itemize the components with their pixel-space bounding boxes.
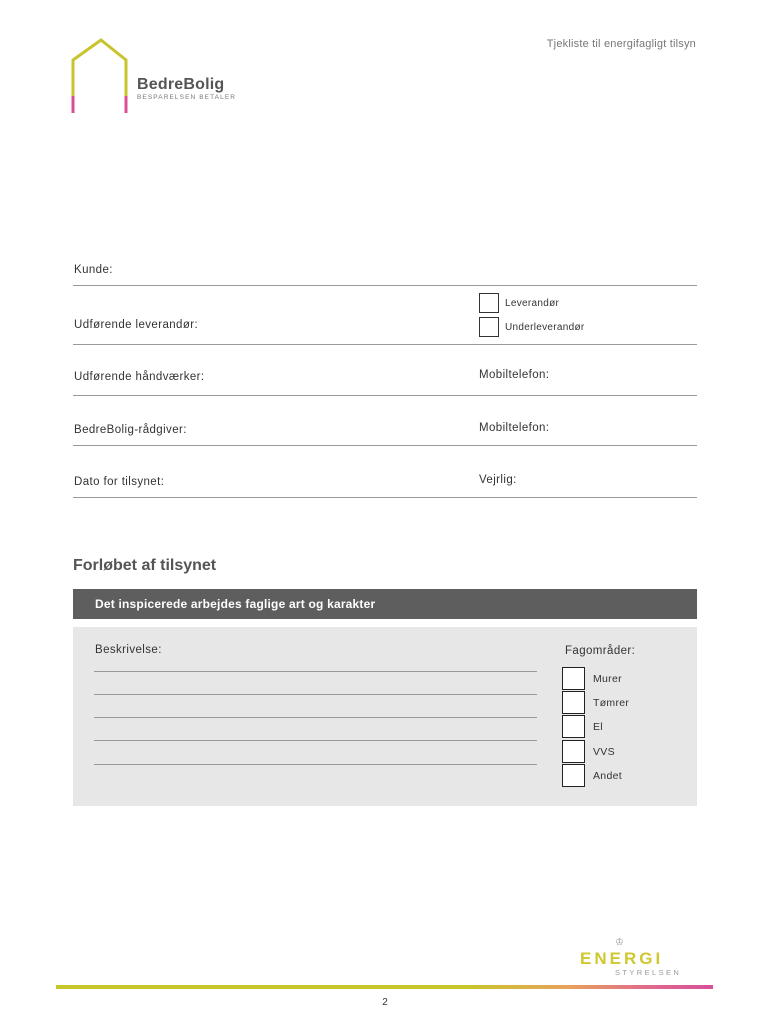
el-checkbox[interactable] bbox=[562, 715, 585, 738]
fagomraade-vvs[interactable] bbox=[562, 740, 615, 763]
underleverandor-checkbox[interactable] bbox=[479, 317, 499, 337]
row-udforende-leverandor[interactable] bbox=[73, 286, 697, 345]
section-bar-title: Det inspicerede arbejdes faglige art og karakter bbox=[95, 597, 376, 611]
udforende-leverandor-label: Udførende leverandør: bbox=[74, 319, 199, 331]
fagomraade-el[interactable] bbox=[562, 715, 603, 738]
beskrivelse-label: Beskrivelse: bbox=[95, 644, 162, 656]
vejrlig-label: Vejrlig: bbox=[479, 474, 517, 486]
leverandor-checkbox[interactable] bbox=[479, 293, 499, 313]
energi-word: ENERGI bbox=[580, 949, 664, 968]
styrelsen-word: STYRELSEN bbox=[615, 968, 682, 977]
leverandor-option[interactable] bbox=[479, 293, 559, 313]
fagomraade-murer[interactable] bbox=[562, 667, 622, 690]
mobiltelefon-label-2: Mobiltelefon: bbox=[479, 422, 550, 434]
logo-tagline: BESPARELSEN BETALER bbox=[137, 94, 237, 101]
row-dato[interactable] bbox=[73, 446, 697, 498]
page-number: 2 bbox=[382, 997, 388, 1008]
description-line[interactable] bbox=[94, 694, 537, 695]
murer-label: Murer bbox=[593, 672, 622, 685]
logo-name: BedreBolig bbox=[137, 76, 225, 93]
kunde-label: Kunde: bbox=[74, 264, 113, 276]
murer-checkbox[interactable] bbox=[562, 667, 585, 690]
description-line[interactable] bbox=[94, 740, 537, 741]
mobiltelefon-label-1: Mobiltelefon: bbox=[479, 369, 550, 381]
tomrer-checkbox[interactable] bbox=[562, 691, 585, 714]
underleverandor-option-label: Underleverandør bbox=[505, 321, 585, 333]
row-udforende-handvaerker[interactable] bbox=[73, 345, 697, 396]
row-raadgiver[interactable] bbox=[73, 396, 697, 446]
row-kunde[interactable] bbox=[73, 250, 697, 286]
inspection-box bbox=[73, 627, 697, 806]
vvs-label: VVS bbox=[593, 745, 615, 758]
fagomraade-tomrer[interactable] bbox=[562, 691, 629, 714]
andet-label: Andet bbox=[593, 769, 622, 782]
description-line[interactable] bbox=[94, 717, 537, 718]
fagomraader-label: Fagområder: bbox=[565, 645, 636, 657]
house-logo-icon bbox=[70, 38, 130, 116]
description-line[interactable] bbox=[94, 764, 537, 765]
vvs-checkbox[interactable] bbox=[562, 740, 585, 763]
andet-checkbox[interactable] bbox=[562, 764, 585, 787]
underleverandor-option[interactable] bbox=[479, 317, 585, 337]
bedrebolig-logo bbox=[70, 38, 270, 116]
footer-divider bbox=[56, 985, 713, 989]
description-line[interactable] bbox=[94, 671, 537, 672]
el-label: El bbox=[593, 720, 603, 733]
crown-icon: ♔ bbox=[615, 937, 624, 948]
energistyrelsen-logo bbox=[578, 937, 718, 979]
tomrer-label: Tømrer bbox=[593, 696, 630, 709]
fagomraade-andet[interactable] bbox=[562, 764, 622, 787]
section-bar bbox=[73, 589, 697, 619]
udforende-handvaerker-label: Udførende håndværker: bbox=[74, 371, 205, 383]
section-heading: Forløbet af tilsynet bbox=[73, 557, 217, 574]
raadgiver-label: BedreBolig-rådgiver: bbox=[74, 424, 187, 436]
leverandor-option-label: Leverandør bbox=[505, 297, 560, 309]
dato-label: Dato for tilsynet: bbox=[74, 476, 165, 488]
customer-form bbox=[73, 250, 697, 498]
document-title: Tjekliste til energifagligt tilsyn bbox=[546, 38, 696, 50]
